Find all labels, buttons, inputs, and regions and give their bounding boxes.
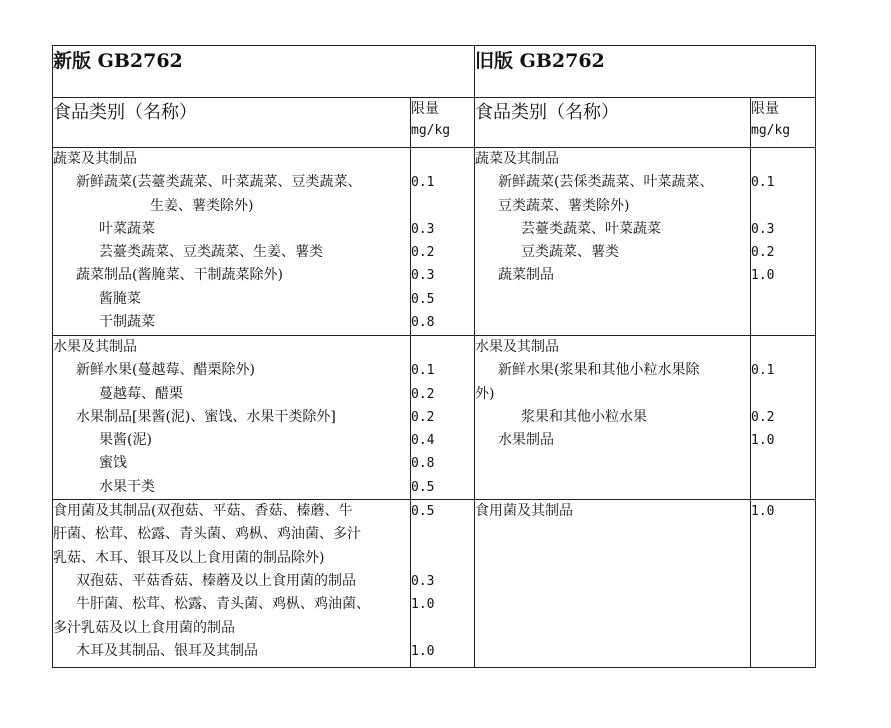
limit-value: 0.8: [411, 315, 435, 331]
category-line: 新鲜蔬菜(芸薹类蔬菜、叶菜蔬菜、豆类蔬菜、: [76, 174, 362, 191]
category-line: 蔬菜及其制品: [475, 151, 559, 167]
category-line: 蜜饯: [99, 455, 127, 472]
category-line: 肝菌、松茸、松露、青头菌、鸡枞、鸡油菌、多汁: [53, 526, 361, 543]
limit-value: [411, 617, 474, 640]
limit-value: 1.0: [411, 643, 435, 659]
limit-value: 0.8: [411, 456, 435, 472]
limit-value: 0.3: [411, 573, 435, 589]
limit-value: [411, 336, 474, 359]
limit-value: 1.0: [751, 268, 775, 284]
old-category-header: 食品类别（名称）: [475, 98, 751, 148]
new-fungi-limits: [411, 500, 475, 668]
new-vegetables-categories: [53, 148, 411, 336]
category-line: 多汁乳菇及以上食用菌的制品: [53, 619, 235, 636]
limit-value: 0.3: [411, 221, 435, 237]
column-header-row: [53, 98, 816, 148]
category-line: 新鲜水果(蔓越莓、醋栗除外): [76, 362, 255, 379]
category-line: 水果制品: [498, 432, 554, 449]
limit-value: 1.0: [751, 433, 775, 449]
limit-value: [751, 336, 815, 359]
old-limit-header-unit: mg/kg: [751, 123, 791, 138]
limit-value: [411, 195, 474, 218]
category-line: 酱腌菜: [99, 290, 141, 307]
category-line: 新鲜水果(浆果和其他小粒水果除: [498, 362, 700, 379]
category-line: 牛肝菌、松茸、松露、青头菌、鸡枞、鸡油菌、: [76, 596, 370, 613]
limit-value: 0.5: [411, 479, 435, 495]
old-fruits-limits: [751, 336, 816, 500]
category-line: 双孢菇、平菇香菇、榛蘑及以上食用菌的制品: [76, 572, 356, 589]
old-fruits-categories: [475, 336, 751, 500]
category-line: 水果干类: [99, 478, 155, 495]
category-line: 新鲜蔬菜(芸倸类蔬菜、叶菜蔬菜、: [498, 174, 714, 191]
limit-value: 0.1: [411, 363, 435, 379]
limit-value: 1.0: [411, 597, 435, 613]
old-limit-header-label: 限量: [751, 101, 779, 117]
new-fruits-limits: [411, 336, 475, 500]
category-line: 叶菜蔬菜: [99, 220, 155, 237]
category-line: 木耳及其制品、银耳及其制品: [76, 642, 258, 659]
category-line: 乳菇、木耳、银耳及以上食用菌的制品除外): [53, 549, 325, 566]
category-line: 生姜、薯类除外): [150, 197, 254, 214]
old-fungi-categories: [475, 500, 751, 668]
category-line: 食用菌及其制品: [475, 503, 573, 520]
category-line: 干制蔬菜: [99, 314, 155, 331]
fungi-row: [53, 500, 816, 668]
category-line: 果酱(泥): [99, 432, 152, 449]
limit-value: [411, 523, 474, 546]
limit-value: 0.5: [411, 504, 435, 520]
limit-value: [411, 547, 474, 570]
category-line: 浆果和其他小粒水果: [521, 408, 647, 425]
category-line: 芸薹类蔬菜、叶菜蔬菜: [521, 220, 661, 237]
limit-value: 0.1: [411, 175, 435, 191]
limit-value: [751, 195, 815, 218]
category-line: 外): [475, 385, 495, 402]
new-vegetables-limits: [411, 148, 475, 336]
category-line: 食用菌及其制品(双孢菇、平菇、香菇、榛蘑、牛: [53, 503, 353, 520]
category-line: 豆类蔬菜、薯类: [521, 244, 619, 261]
category-line: 豆类蔬菜、薯类除外): [498, 197, 630, 214]
category-line: 蔬菜制品(酱腌菜、干制蔬菜除外): [76, 267, 283, 284]
limit-value: 0.3: [751, 221, 775, 237]
new-category-header: 食品类别（名称）: [53, 98, 411, 148]
category-line: 水果制品[果酱(泥)、蜜饯、水果干类除外]: [76, 408, 336, 425]
new-version-title: 新版 GB2762: [53, 46, 475, 98]
version-header-row: [53, 46, 816, 98]
limit-value: 0.3: [411, 268, 435, 284]
old-version-title: 旧版 GB2762: [475, 46, 816, 98]
new-fungi-categories: [53, 500, 411, 668]
old-vegetables-categories: [475, 148, 751, 336]
old-vegetables-limits: [751, 148, 816, 336]
limit-value: 0.2: [411, 386, 435, 402]
category-line: 蔬菜及其制品: [53, 151, 137, 167]
fruits-row: [53, 336, 816, 500]
limit-value: 1.0: [751, 504, 775, 520]
category-line: 芸薹类蔬菜、豆类蔬菜、生姜、薯类: [99, 244, 323, 261]
new-limit-header-label: 限量: [411, 101, 439, 117]
limit-value: 0.5: [411, 291, 435, 307]
category-line: 蔬菜制品: [498, 267, 554, 284]
limit-value: 0.4: [411, 433, 435, 449]
limit-value: 0.1: [751, 363, 775, 379]
gb2762-comparison-table: [52, 45, 816, 668]
limit-value: [751, 148, 815, 171]
limit-value: 0.2: [411, 409, 435, 425]
old-fungi-limits: [751, 500, 816, 668]
new-fruits-categories: [53, 336, 411, 500]
limit-value: 0.2: [411, 245, 435, 261]
category-line: 水果及其制品: [53, 339, 137, 355]
limit-value: 0.2: [751, 409, 775, 425]
limit-value: 0.2: [751, 245, 775, 261]
vegetables-row: [53, 148, 816, 336]
new-limit-header: [411, 98, 475, 148]
old-limit-header: [751, 98, 816, 148]
category-line: 水果及其制品: [475, 339, 559, 355]
limit-value: [411, 148, 474, 171]
limit-value: [751, 383, 815, 406]
category-line: 蔓越莓、醋栗: [99, 385, 183, 402]
limit-value: 0.1: [751, 175, 775, 191]
new-limit-header-unit: mg/kg: [411, 123, 451, 138]
